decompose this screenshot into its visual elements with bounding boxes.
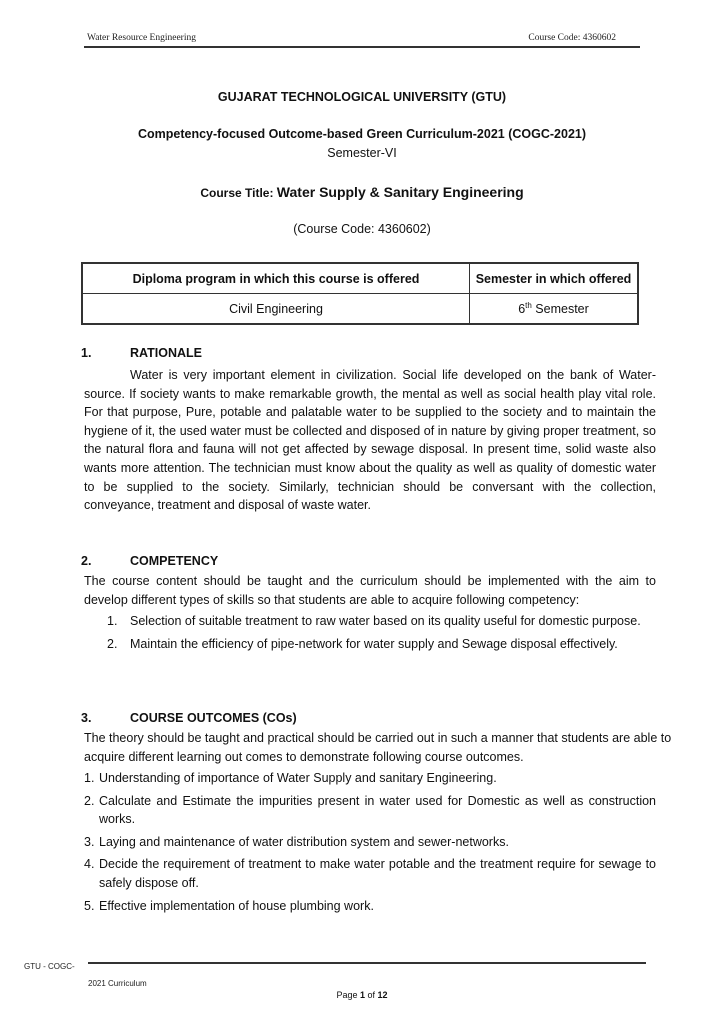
- course-code: (Course Code: 4360602): [293, 222, 431, 236]
- table-row: [82, 294, 638, 325]
- course-title-line: [0, 184, 724, 200]
- list-item: 1. Understanding of importance of Water Supply and sanitary Engineering.: [84, 771, 497, 785]
- competency-intro: The course content should be taught and the curriculum should be implemented with the aim to develop different types of skills so that students are able to acquire following competency:: [84, 574, 656, 607]
- outcomes-intro: The theory should be taught and practical should be carried out in such a manner that students are able to acquire different learning out comes to demonstrate following course outcomes.: [84, 731, 672, 764]
- footer-rule: [88, 962, 646, 964]
- section-heading-competency: 2. COMPETENCY: [81, 554, 219, 568]
- table-header-semester: Semester in which offered: [470, 263, 639, 294]
- list-item: 5. Effective implementation of house plumbing work.: [84, 898, 374, 913]
- rationale-paragraph: Water is very important element in civilization. Social life developed on the bank of Water-source. If society wants to make remarkable growth, the mental as well as social health play vital role. For that purpose, Pure, potable and palatable water to be supplied to the society and to maintain the hygiene of it, the used water must be collected and disposed of in nature by giving proper treatment, so the natural flora and fauna will not get affected by sewage disposal. In present time, solid waste also wants more attention. The technician must know about the quality as well as quality of domestic water to be supplied to the society. Similarly, technician should be conversant with the collection, conveyance, treatment and disposal of waste water.: [84, 368, 656, 513]
- curriculum-title: Competency-focused Outcome-based Green Curriculum-2021 (COGC-2021): [137, 127, 587, 141]
- competency-list: [107, 612, 656, 657]
- university-title: GUJARAT TECHNOLOGICAL UNIVERSITY (GTU): [217, 90, 507, 104]
- list-item: 2. Calculate and Estimate the impurities present in water used for Domestic as well as construction works.: [84, 793, 656, 827]
- section-heading-rationale: 1. RATIONALE: [81, 346, 202, 360]
- program-table: [81, 262, 639, 325]
- page-number: Page 1 of 12: [336, 990, 388, 1000]
- list-item: 4. Decide the requirement of treatment to make water potable and the treatment require for sewage to safely dispose off.: [84, 857, 656, 890]
- outcomes-list: [84, 769, 656, 919]
- section-heading-outcomes: 3. COURSE OUTCOMES (COs): [81, 711, 297, 725]
- list-item: 2. Maintain the efficiency of pipe-network for water supply and Sewage disposal effectively.: [107, 636, 618, 651]
- page-header: [84, 30, 640, 46]
- footer-left-line2: 2021 Curriculum: [88, 979, 147, 988]
- list-item: 1. Selection of suitable treatment to raw water based on its quality useful for domestic purpose.: [107, 614, 641, 628]
- footer-left-line1: GTU - COGC-: [24, 962, 75, 971]
- semester-label: Semester-VI: [327, 146, 397, 160]
- header-left-text: Water Resource Engineering: [87, 33, 196, 43]
- header-course-code: Course Code: 4360602: [528, 33, 616, 43]
- list-item: 3. Laying and maintenance of water distribution system and sewer-networks.: [84, 834, 509, 849]
- table-header-program: Diploma program in which this course is offered: [82, 263, 470, 294]
- table-cell-program: Civil Engineering: [82, 294, 470, 325]
- header-rule: [84, 46, 640, 48]
- course-title-label: Course Title:: [200, 186, 277, 200]
- table-header-row: [82, 263, 638, 294]
- table-cell-semester: 6th Semester: [470, 294, 639, 325]
- course-title: Water Supply & Sanitary Engineering: [276, 184, 524, 200]
